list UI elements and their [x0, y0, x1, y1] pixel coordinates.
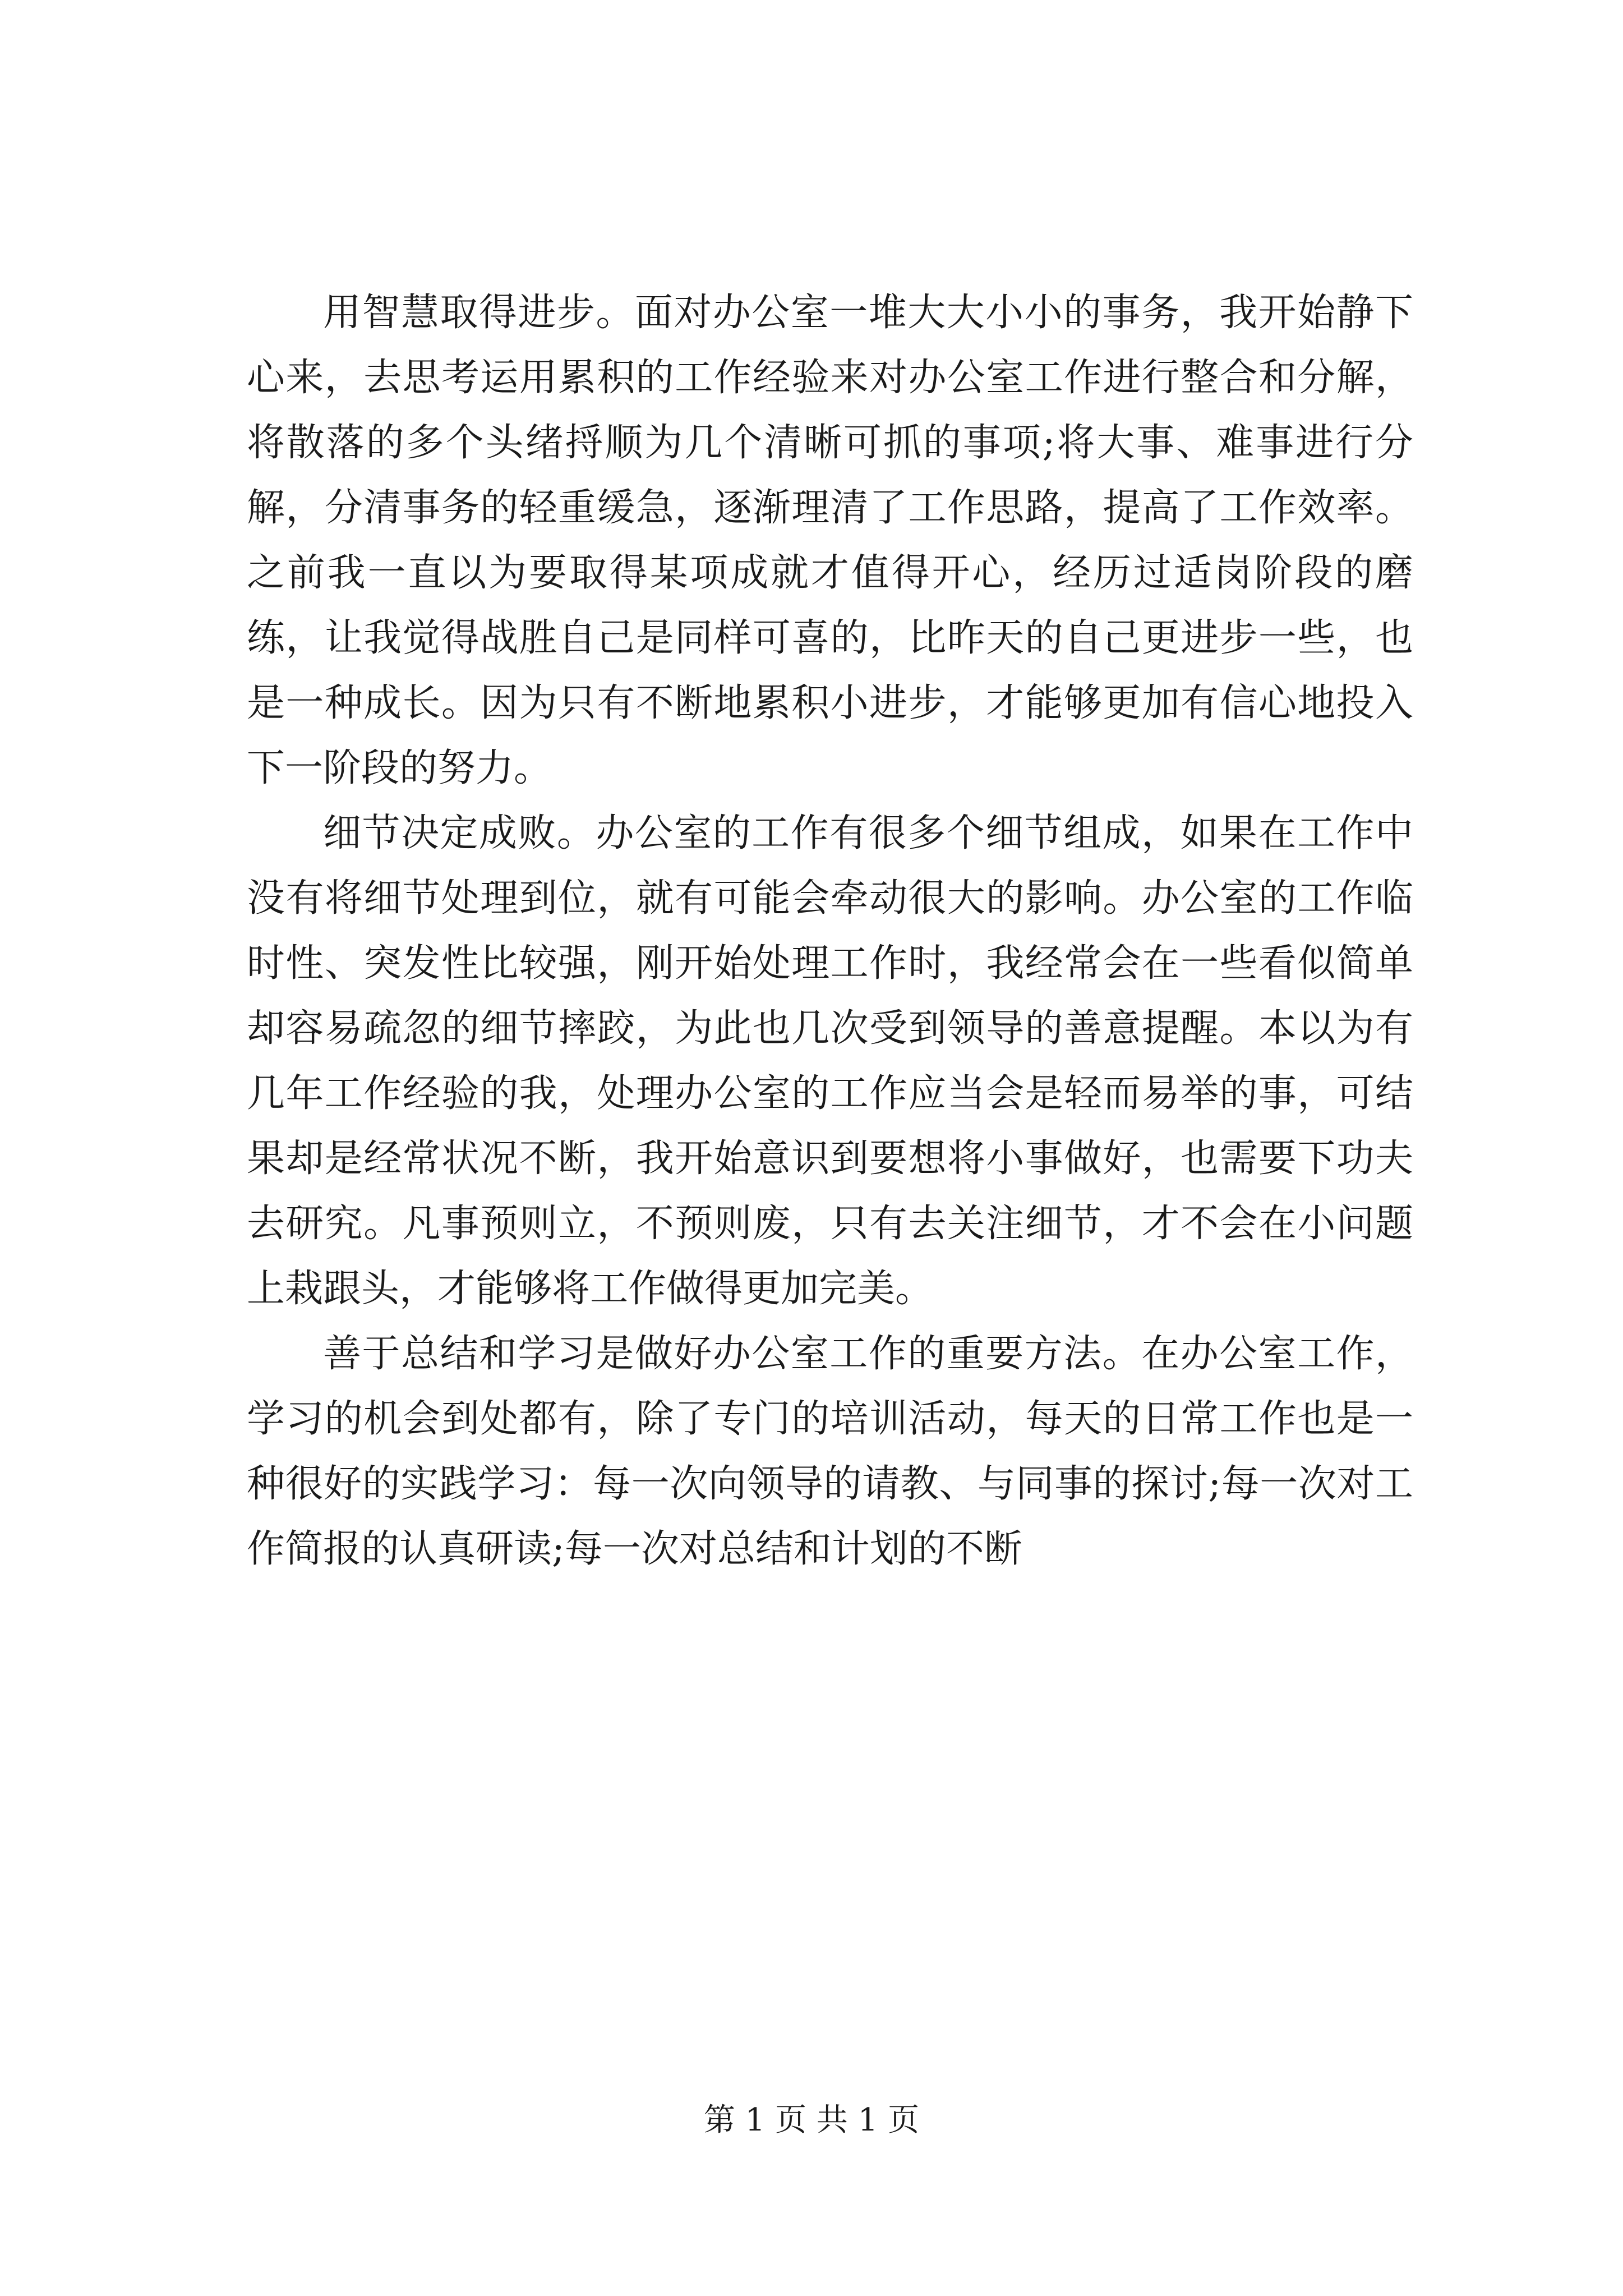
- document-body: [247, 280, 1413, 1582]
- paragraph-summarize-and-learn: 善于总结和学习是做好办公室工作的重要方法。在办公室工作，学习的机会到处都有，除了专门的培训活动，每天的日常工作也是一种很好的实践学习：每一次向领导的请教、与同事的探讨;每一次对工作简报的认真研读;每一次对总结和计划的不断: [247, 1332, 1413, 1571]
- page-footer: 第 1 页 共 1 页: [703, 2102, 920, 2138]
- paragraph-progress-with-wisdom: 用智慧取得进步。面对办公室一堆大大小小的事务，我开始静下心来，去思考运用累积的工作经验来对办公室工作进行整合和分解，将散落的多个头绪捋顺为几个清晰可抓的事项;将大事、难事进行分解，分清事务的轻重缓急，逐渐理清了工作思路，提高了工作效率。之前我一直以为要取得某项成就才值得开心，经历过适岗阶段的磨练，让我觉得战胜自己是同样可喜的，比昨天的自己更进步一些，也是一种成长。因为只有不断地累积小进步，才能够更加有信心地投入下一阶段的努力。: [247, 291, 1413, 790]
- paragraph-details-decide-success: 细节决定成败。办公室的工作有很多个细节组成，如果在工作中没有将细节处理到位，就有可能会牵动很大的影响。办公室的工作临时性、突发性比较强，刚开始处理工作时，我经常会在一些看似简单却容易疏忽的细节摔跤，为此也几次受到领导的善意提醒。本以为有几年工作经验的我，处理办公室的工作应当会是轻而易举的事，可结果却是经常状况不断，我开始意识到要想将小事做好，也需要下功夫去研究。凡事预则立，不预则废，只有去关注细节，才不会在小问题上栽跟头，才能够将工作做得更加完美。: [247, 811, 1413, 1311]
